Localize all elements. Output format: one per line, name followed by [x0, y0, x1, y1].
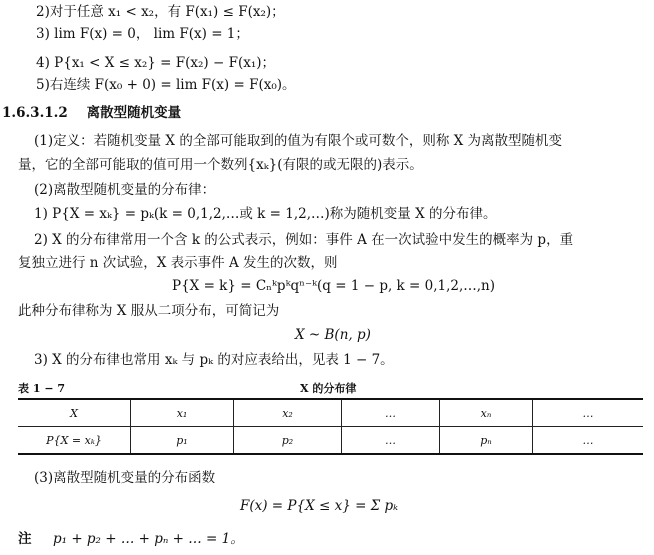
law-text-5: 3) X 的分布律也常用 xₖ 与 pₖ 的对应表给出，见表 1 − 7。 — [34, 352, 394, 368]
property-5 — [36, 76, 296, 94]
table-row — [18, 399, 643, 427]
table-label: 表 1 − 7 — [18, 382, 66, 395]
section-number: 1.6.3.1.2 — [2, 105, 68, 121]
table-row — [18, 427, 643, 455]
table-cell: xₙ — [440, 399, 533, 427]
law-line-2 — [34, 231, 573, 249]
table-cell: pₙ — [440, 427, 533, 455]
law-text-1: 1) P{X = xₖ} = pₖ(k = 0,1,2,…或 k = 1,2,…)称为随机变量 X 的分布律。 — [34, 206, 497, 222]
definition-text-2: 量，它的全部可能取的值可用一个数列{xₖ}(有限的或无限的)表示。 — [18, 157, 423, 173]
binomial-formula — [172, 277, 495, 295]
table-title: X 的分布律 — [300, 382, 357, 395]
law-text-4: 此种分布律称为 X 服从二项分布，可简记为 — [18, 303, 280, 319]
law-text-2: 2) X 的分布律常用一个含 k 的公式表示，例如：事件 A 在一次试验中发生的概率为 p，重 — [34, 232, 574, 248]
cdf-formula-text: F(x) = P{X ≤ x} = Σ pₖ — [240, 498, 399, 514]
table-cell: X — [18, 399, 131, 427]
property-4-text: 4) P{x₁ < X ≤ x₂} = F(x₂) − F(x₁)； — [36, 55, 275, 71]
section-title: 离散型随机变量 — [86, 105, 182, 121]
binomial-notation-text: X ~ B(n, p) — [295, 327, 371, 343]
table-cell: p₂ — [234, 427, 342, 455]
property-3 — [36, 25, 249, 43]
cdf-formula — [240, 497, 398, 515]
property-4 — [36, 54, 275, 72]
note-label: 注 — [18, 531, 32, 547]
definition-text-1: (1)定义：若随机变量 X 的全部可能取到的值为有限个或可数个，则称 X 为离散型随机变 — [34, 133, 563, 149]
property-2-text: 2)对于任意 x₁ < x₂，有 F(x₁) ≤ F(x₂)； — [36, 4, 285, 20]
property-3-text: 3) lim F(x) = 0， lim F(x) = 1； — [36, 26, 249, 42]
table-cell: … — [533, 427, 644, 455]
law-heading — [34, 181, 215, 199]
definition-line-2 — [18, 156, 423, 174]
table-cell: … — [342, 399, 440, 427]
table-cell: P{X = xₖ} — [18, 427, 131, 455]
binomial-formula-text: P{X = k} = Cₙᵏpᵏqⁿ⁻ᵏ(q = 1 − p, k = 0,1,2,…,n) — [172, 278, 496, 294]
law-line-5 — [34, 351, 394, 369]
cdf-heading — [34, 469, 215, 487]
binomial-notation — [295, 326, 371, 344]
law-line-1 — [34, 205, 496, 223]
law-line-3 — [18, 254, 338, 272]
cdf-heading-text: (3)离散型随机变量的分布函数 — [34, 470, 216, 486]
law-line-4 — [18, 302, 279, 320]
note-text: p₁ + p₂ + … + pₙ + … = 1。 — [52, 531, 244, 547]
law-text-3: 复独立进行 n 次试验，X 表示事件 A 发生的次数，则 — [18, 255, 338, 271]
note — [18, 530, 244, 548]
table-cell: p₁ — [131, 427, 234, 455]
section-heading — [2, 104, 181, 122]
table-cell: … — [342, 427, 440, 455]
table-cell: x₁ — [131, 399, 234, 427]
distribution-table — [18, 398, 643, 455]
table-cell: … — [533, 399, 644, 427]
property-2 — [36, 3, 285, 21]
law-heading-text: (2)离散型随机变量的分布律： — [34, 182, 216, 198]
definition-line-1 — [34, 132, 562, 150]
table-cell: x₂ — [234, 399, 342, 427]
property-5-text: 5)右连续 F(x₀ + 0) = lim F(x) = F(x₀)。 — [36, 77, 296, 93]
